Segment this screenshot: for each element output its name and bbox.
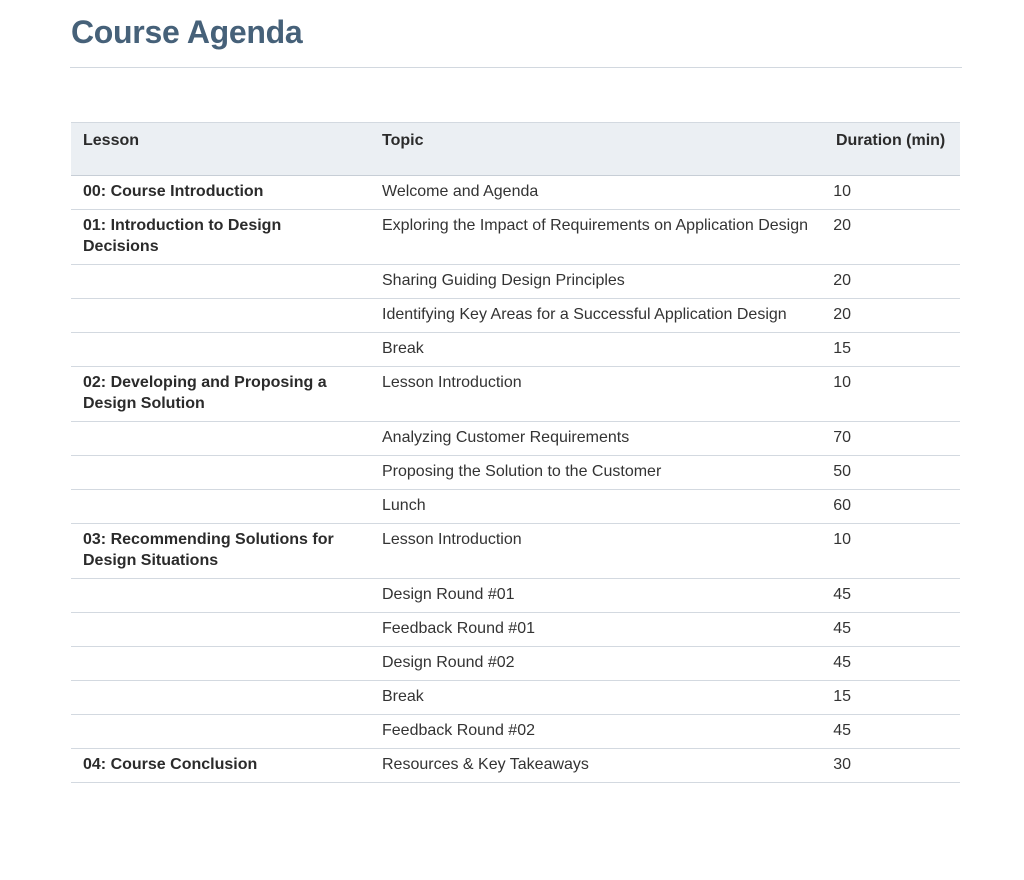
lesson-cell <box>71 456 370 490</box>
duration-cell: 45 <box>821 613 960 647</box>
table-row <box>71 265 960 299</box>
table-body <box>71 176 960 783</box>
duration-cell: 60 <box>821 490 960 524</box>
page-title: Course Agenda <box>71 14 303 50</box>
title-divider <box>70 67 962 68</box>
lesson-cell: 04: Course Conclusion <box>71 749 370 783</box>
header-lesson: Lesson <box>71 123 370 176</box>
duration-cell: 20 <box>821 265 960 299</box>
table-row <box>71 299 960 333</box>
topic-cell: Lesson Introduction <box>370 367 821 422</box>
table-row <box>71 210 960 265</box>
table-row <box>71 579 960 613</box>
header-row <box>71 123 960 176</box>
topic-cell: Welcome and Agenda <box>370 176 821 210</box>
table-row <box>71 490 960 524</box>
lesson-cell <box>71 299 370 333</box>
topic-cell: Proposing the Solution to the Customer <box>370 456 821 490</box>
lesson-cell <box>71 333 370 367</box>
lesson-cell <box>71 579 370 613</box>
topic-cell: Design Round #02 <box>370 647 821 681</box>
topic-cell: Break <box>370 333 821 367</box>
lesson-cell <box>71 265 370 299</box>
topic-cell: Identifying Key Areas for a Successful Application Design <box>370 299 821 333</box>
table-header <box>71 123 960 176</box>
topic-cell: Design Round #01 <box>370 579 821 613</box>
agenda-table <box>71 122 960 783</box>
lesson-cell <box>71 681 370 715</box>
lesson-cell <box>71 490 370 524</box>
duration-cell: 10 <box>821 176 960 210</box>
duration-cell: 70 <box>821 422 960 456</box>
duration-cell: 45 <box>821 579 960 613</box>
lesson-cell: 02: Developing and Proposing a Design Solution <box>71 367 370 422</box>
lesson-cell <box>71 715 370 749</box>
table-row <box>71 524 960 579</box>
table-row <box>71 749 960 783</box>
lesson-cell: 03: Recommending Solutions for Design Situations <box>71 524 370 579</box>
duration-cell: 15 <box>821 333 960 367</box>
duration-cell: 45 <box>821 647 960 681</box>
topic-cell: Sharing Guiding Design Principles <box>370 265 821 299</box>
duration-cell: 30 <box>821 749 960 783</box>
table-row <box>71 176 960 210</box>
topic-cell: Exploring the Impact of Requirements on Application Design <box>370 210 821 265</box>
table-row <box>71 715 960 749</box>
table-row <box>71 613 960 647</box>
topic-cell: Feedback Round #01 <box>370 613 821 647</box>
duration-cell: 10 <box>821 524 960 579</box>
topic-cell: Break <box>370 681 821 715</box>
table-row <box>71 367 960 422</box>
topic-cell: Analyzing Customer Requirements <box>370 422 821 456</box>
lesson-cell <box>71 647 370 681</box>
duration-cell: 15 <box>821 681 960 715</box>
table-row <box>71 422 960 456</box>
header-topic: Topic <box>370 123 821 176</box>
header-duration: Duration (min) <box>821 123 960 176</box>
topic-cell: Resources & Key Takeaways <box>370 749 821 783</box>
lesson-cell <box>71 422 370 456</box>
table-row <box>71 681 960 715</box>
topic-cell: Feedback Round #02 <box>370 715 821 749</box>
table-row <box>71 647 960 681</box>
duration-cell: 50 <box>821 456 960 490</box>
topic-cell: Lesson Introduction <box>370 524 821 579</box>
lesson-cell: 01: Introduction to Design Decisions <box>71 210 370 265</box>
duration-cell: 10 <box>821 367 960 422</box>
table-row <box>71 333 960 367</box>
topic-cell: Lunch <box>370 490 821 524</box>
duration-cell: 20 <box>821 299 960 333</box>
duration-cell: 45 <box>821 715 960 749</box>
lesson-cell: 00: Course Introduction <box>71 176 370 210</box>
lesson-cell <box>71 613 370 647</box>
duration-cell: 20 <box>821 210 960 265</box>
table-row <box>71 456 960 490</box>
